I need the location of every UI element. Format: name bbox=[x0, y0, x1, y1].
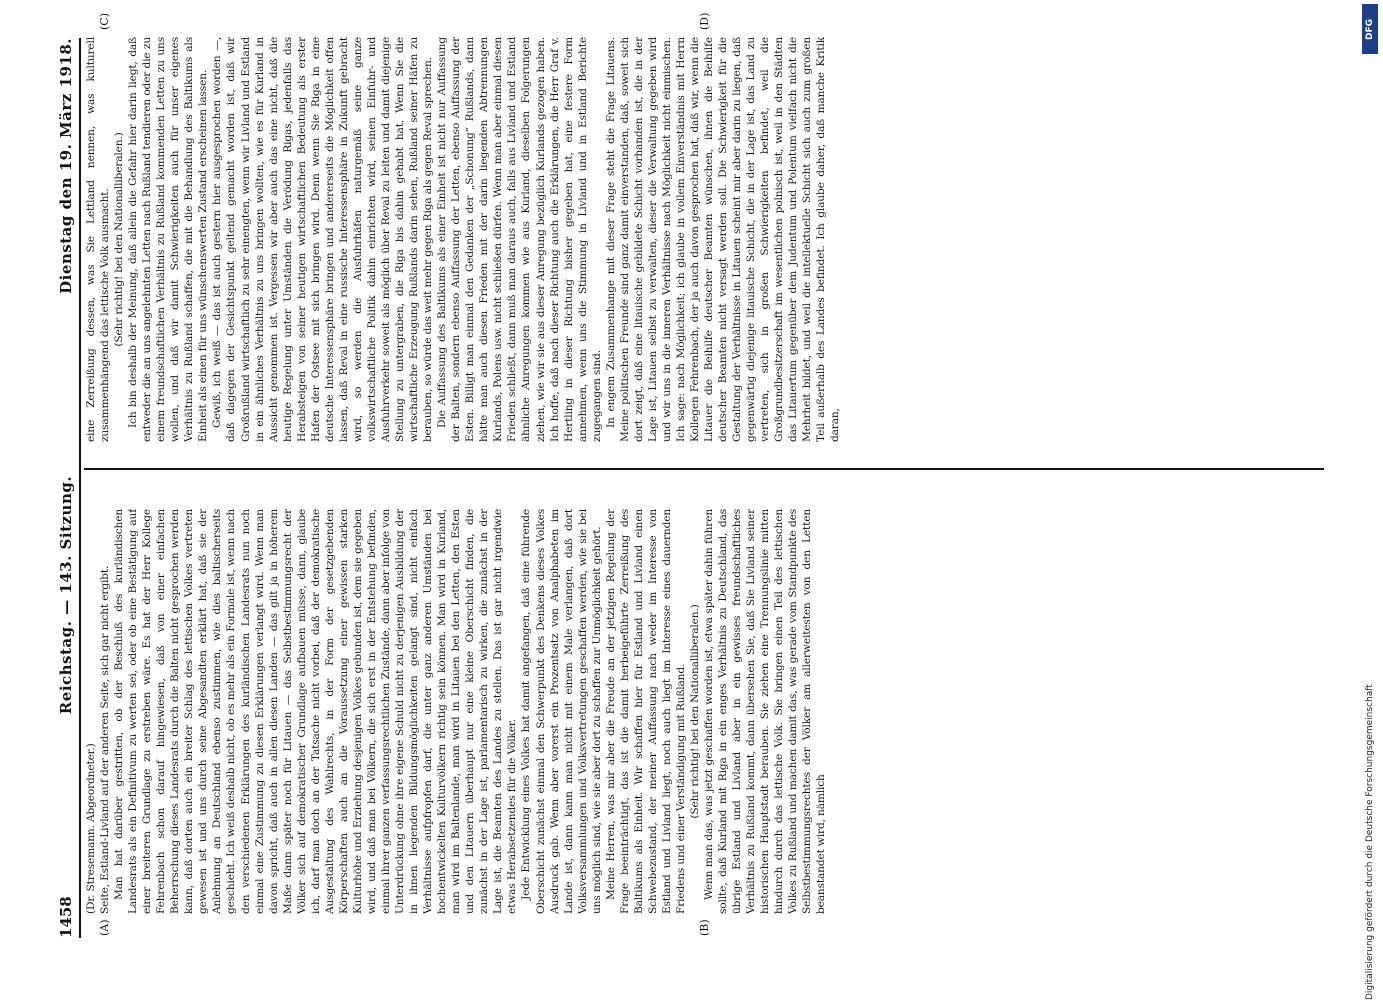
interjection: (Sehr richtig! bei den Nationalliberalen.) bbox=[689, 604, 702, 819]
paragraph: Gewiß, ich weiß — das ist auch gestern hier ausgesprochen worden —, daß dagegen der Gesichtspunkt geltend gemacht worden ist, daß wir Großrußland wirtschaftlich zu sehr einengten, wenn wir Livland und Estland in ein ähnliches Verhältnis zu uns bringen wollten, wie es für Kurland in Aussicht genommen ist. Vergessen wir aber auch das eine nicht, daß die heutige Regelung unter Umständen die Verödung Rigas, jedenfalls das Herabsteigen von seiner heutigen wirtschaftlichen Bedeutung als erster Hafen der Ostsee mit sich bringen wird. Denn wenn Sie Riga in eine deutsche Interessensphäre bringen und andererseits die Möglichkeit offen lassen, daß Reval in eine russische Interessensphäre in Zukunft gebracht wird, so werden die Ausfuhrhäfen naturgemäß seine ganze volkswirtschaftliche Politik dahin einrichten wird, seinen Einfuhr- und Ausfuhrverkehr soweit als möglich über Reval zu leiten und damit diejenige Stellung zu untergraben, die Riga bis dahin gehabt hat. Wenn Sie die wirtschaftliche Erzeugung Rußlands darin sehen, Rußland seiner Häfen zu berauben, so würde das weit mehr gegen Riga als gegen Reval sprechen. bbox=[211, 37, 435, 442]
session-date: Dienstag den 19. März 1918. bbox=[57, 38, 75, 294]
column-divider bbox=[84, 468, 1324, 470]
margin-marker-b: (B) bbox=[698, 919, 711, 936]
speaker-line: (Dr. Stresemann. Abgeordneter.) bbox=[85, 743, 97, 914]
credit-text: Digitalisierung gefördert durch die Deutsche Forschungsgemeinschaft bbox=[1365, 684, 1375, 1000]
left-column bbox=[84, 509, 1324, 914]
paragraph: eine Zerreißung dessen, was Sie Lettland nennen, was kulturell zusammenhängend das lettische Volk ausmacht. bbox=[85, 37, 112, 442]
margin-marker-d: (D) bbox=[698, 12, 711, 30]
paragraph: Jede Entwicklung eines Volkes hat damit angefangen, daß eine führende Oberschicht zunächst einmal den Schwerpunkt des Denkens dieses Volkes Ausdruck gab. Wenn aber vorerst ein Prozentsatz von Analphabeten im Lande ist, dann kann man nicht mit einem Male verlangen, daß dort Volksversammlungen und Volksvertretungen geschaffen werden, wie sie bei uns möglich sind, wie sie aber dort zu schaffen zur Unmöglichkeit gehört. bbox=[520, 509, 603, 914]
right-column bbox=[84, 37, 1324, 442]
paragraph: Die Auffassung des Baltikums als einer Einheit ist nicht nur Auffassung der Balten, sondern ebenso Auffassung der Letten, ebenso Auffassung der Esten. Billigt man einmal den Gedanken der „Schonung“ Rußlands, dann hätte man auch diesen Frieden mit der darin liegenden Abtrennungen Kurlands, Polens usw. nicht schließen dürfen. Wenn man aber einmal diesen Frieden schließt, dann muß man daraus auch, falls aus Livland und Estland ähnliche Anregungen kommen wie aus Kurland, dieselben Folgerungen ziehen, wie wir sie aus dieser Anregung bezüglich Kurlands gezogen haben. Ich hoffe, daß nach dieser Richtung auch die Erklärungen, die Herr Graf v. Hertling in dieser Richtung bisher gegeben hat, eine festere Form annehmen, wenn uns die Stimmung in Livland und in Estland Berichte zugegangen sind. bbox=[436, 37, 603, 442]
paragraph: Seite, Estland-Livland auf der anderen Seite, sich gar nicht ergibt. bbox=[99, 565, 112, 914]
page-header bbox=[56, 38, 76, 938]
page-number: 1458 bbox=[57, 896, 75, 938]
interjection: (Sehr richtig! bei den Nationalliberalen.) bbox=[113, 132, 126, 347]
dfg-logo: DFG bbox=[1362, 4, 1378, 54]
session-title: Reichstag. — 143. Sitzung. bbox=[57, 475, 75, 715]
digitization-credit bbox=[1365, 0, 1379, 1000]
header-rule bbox=[79, 38, 81, 938]
paragraph: Ich bin deshalb der Meinung, daß allein die Gefahr hier darin liegt, daß entweder die an uns angelehnten Letten nach Rußland tendieren oder die zu einem freundschaftlichen Verhältnis zu Rußland kommenden Letten zu uns wollen, und daß wir damit Schwierigkeiten auch für unser eigenes Verhältnis zu Rußland schaffen, die mit die Behandlung des Baltikums als Einheit als einen für uns wünschenswerten Zustand erscheinen lassen. bbox=[127, 37, 210, 442]
margin-marker-a: (A) bbox=[98, 919, 111, 936]
paragraph: Meine Herren, was mir aber die Freude an der jetzigen Regelung der Frage beeinträchtigt, das ist die damit herbeigeführte Zerreißung des Baltikums als Einheit. Wir schaffen hier für Estland und Livland einen Schwebezustand, der meiner Auffassung nach weder im Interesse von Estland und Livland liegt, noch auch liegt im Interesse eines dauernden Friedens und einer Verständigung mit Rußland. bbox=[604, 509, 687, 914]
paragraph: Wenn man das, was jetzt geschaffen worden ist, etwa später dahin führen sollte, daß Kurland mit Riga in ein enges Verhältnis zu Deutschland, das übrige Estland und Livland aber in ein gewisses freundschaftliches Verhältnis zu Rußland kommt, dann übersehen Sie, daß Sie Livland seiner historischen Hauptstadt berauben. Sie ziehen eine Trennungslinie mitten hindurch durch das lettische Volk. Sie bringen einen Teil des lettischen Volkes zu Rußland und machen damit das, was gerade vom Standpunkte des Selbstbestimmungsrechtes der Völker am allerweitesten von den Letten beanstandet wird, nämlich bbox=[703, 509, 828, 914]
paragraph: Man hat darüber gestritten, ob der Beschluß des kurländischen Landesrats als ein Definitivum zu werten sei, oder ob eine Bestätigung auf einer breiteren Grundlage zu erstreben wäre. Es hat der Herr Kollege Fehrenbach schon darauf hingewiesen, daß von einer einfachen Beherrschung dieses Landesrats durch die Balten nicht gesprochen werden kann, daß dorten auch ein breiter Schlag des lettischen Volkes vertreten gewesen ist und uns durch seine Abgesandten erklärt hat, daß sie der Anlehnung an Deutschland ebenso zustimmen, wie dies baltischerseits geschieht. Ich weiß deshalb nicht, ob es mehr als ein Formale ist, wenn nach den verschiedenen Erklärungen des kurländischen Landesrats nun noch einmal eine Zustimmung zu diesen Erklärungen verlangt wird. Wenn man davon spricht, daß auch in allen diesen Landen — das gilt ja in höherem Maße dann später noch für Litauen — das Selbstbestimmungsrecht der Völker sich auf demokratischer Grundlage aufbauen müsse, dann, glaube ich, darf man doch an der Tatsache nicht vorbei, daß der demokratische Ausgestaltung des Wahlrechts, in der Form der gesetzgebenden Körperschaften auch an die Voraussetzung einer gewissen starken Kulturhöhe und Erziehung desjenigen Volkes gebunden ist, dem sie gegeben wird, und daß man bei Völkern, die sich erst in der Entstehung befinden, einmal ihrer ganzen verfassungsrechtlichen Zustände, dann aber infolge von Unterdrückung ohne ihre eigene Schuld nicht zu derjenigen Ausbildung der in ihnen liegenden Bildungsmöglichkeiten gelangt sind, nicht einfach Verhältnisse aufpfropfen darf, die unter ganz anderen Umständen bei hochentwickelten Kulturvölkern richtig sein können. Man wird in Kurland, man wird im Baltenlande, man wird in Litauen bei den Letten, den Esten und den Litauern überhaupt nur eine kleine Oberschicht finden, die zunächst in der Lage ist, parlamentarisch zu wirken, die zunächst in der Lage ist, die Beamten des Landes zu stellen. Das ist gar nicht irgendwie etwas Herabsetzendes für die Völker. bbox=[113, 509, 519, 914]
paragraph: In engem Zusammenhange mit dieser Frage steht die Frage Litauens. Meine politischen Freunde sind ganz damit einverstanden, daß, soweit sich dort zeigt, daß eine litauische gebildete Schicht vorhanden ist, die in der Lage ist, Litauen selbst zu verwalten, dieser die Verwaltung gegeben wird und wir uns in die inneren Verhältnisse nach Möglichkeit nicht einmischen. Ich sage: nach Möglichkeit; ich glaube in vollem Einverständnis mit Herrn Kollegen Fehrenbach, der ja auch davon gesprochen hat, daß wir, wenn die Litauer die Beihilfe deutscher Beamten wünschen, ihnen die Beihilfe deutscher Beamten nicht versagt werden soll. Die Schwierigkeit für die Gestaltung der Verhältnisse in Litauen scheint mir aber darin zu liegen, daß gegenwärtig diejenige litauische Schicht, die in der Lage ist, das Land zu vertreten, sich in großen Schwierigkeiten befindet, weil die Großgrundbesitzerschaft im wesentlichen polnisch ist, weil in den Städten das Litauertum gegenüber dem Judentum und Polentum vielfach nicht die Mehrheit bildet, und weil die intellektuelle Schicht sich auch zum großen Teil außerhalb des Landes befindet. Ich glaube daher, daß manche Kritik daran, bbox=[604, 37, 842, 442]
margin-marker-c: (C) bbox=[98, 13, 111, 30]
